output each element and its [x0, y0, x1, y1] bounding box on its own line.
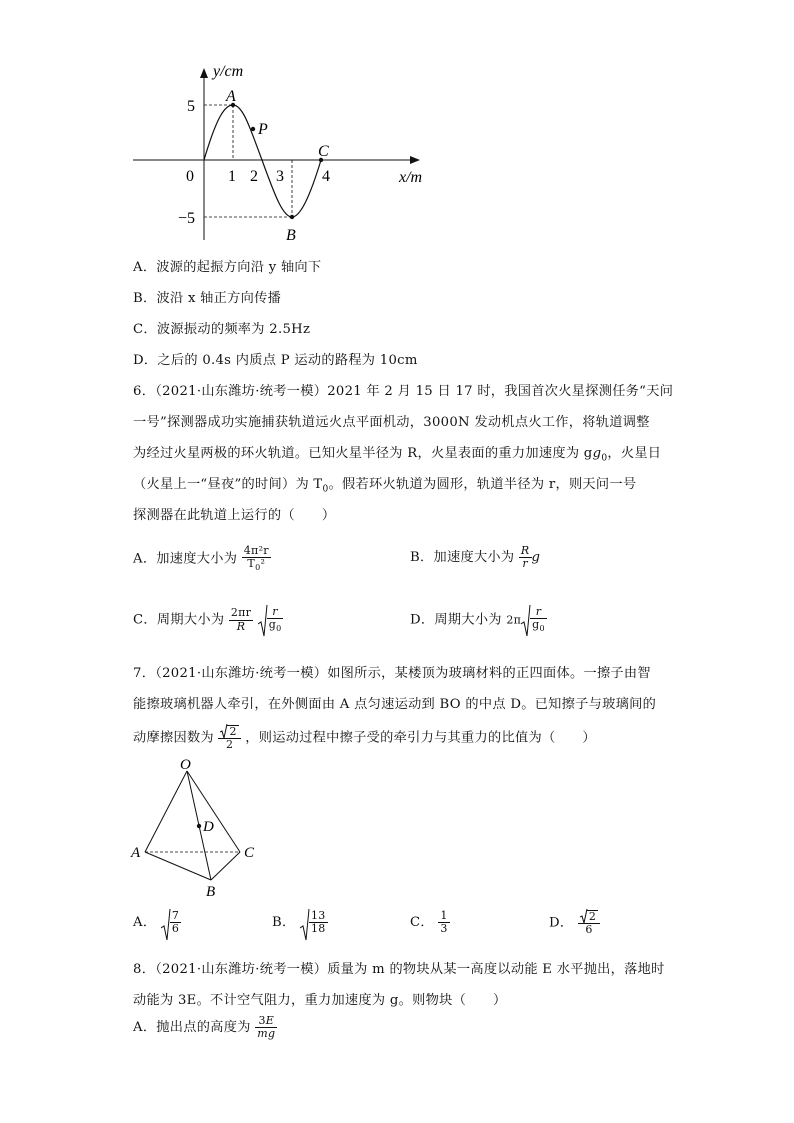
y-axis-arrow: [200, 68, 208, 78]
q8-formula-a: $\frac{3E}{mg}$: [257, 1014, 276, 1041]
q6-line-5: 探测器在此轨道上运行的（ ）: [133, 508, 336, 523]
q7-option-c[interactable]: C． $\frac{1}{3}$: [410, 909, 448, 936]
q7-line-1: 7．（2021·山东潍坊·统考一模）如图所示，某楼顶为玻璃材料的正四面体。一擦子由智: [133, 666, 651, 681]
label-a: A: [131, 845, 141, 861]
label-o: O: [180, 757, 191, 773]
y-tick-neg5: −5: [178, 210, 196, 227]
q6-option-b[interactable]: B．加速度大小为 $\frac{R}{r}$ g: [410, 544, 541, 571]
label-p: P: [258, 121, 268, 138]
label-c: C: [318, 143, 329, 160]
q7-option-d[interactable]: D． $\frac{2}{6}$: [549, 910, 600, 936]
q6-formula-c: $\frac{2\pi r}{R}$: [230, 606, 252, 633]
label-c: C: [244, 845, 255, 861]
q6-line-3: 为经过火星两极的环火轨道。已知火星半径为 R，火星表面的重力加速度为 $gg_0$，火星日: [133, 446, 662, 464]
q5-option-c[interactable]: C．波源振动的频率为 2.5Hz: [133, 322, 311, 337]
x-tick-4: 4: [322, 168, 330, 185]
point-b: [290, 215, 294, 219]
q6-line-4: （火星上一“昼夜”的时间）为 $T_0$。假若环火轨道为圆形，轨道半径为 r，则天问一号: [133, 477, 637, 495]
point-d: [197, 824, 201, 828]
tetrahedron-figure: [128, 757, 268, 902]
label-d: D: [203, 819, 214, 835]
q6-line-2: 一号”探测器成功实施捕获轨道远火点平面机动，3000N 发动机点火工作，将轨道调整: [133, 415, 650, 430]
q8-line-1: 8．（2021·山东潍坊·统考一模）质量为 m 的物块从某一高度以动能 E 水平抛出，落地时: [133, 962, 665, 977]
q5-option-d[interactable]: D．之后的 0.4s 内质点 P 运动的路程为 10cm: [133, 353, 418, 368]
point-p: [251, 127, 255, 131]
x-axis-arrow: [410, 156, 420, 164]
x-tick-3: 3: [276, 168, 284, 185]
q7-line-2: 能擦玻璃机器人牵引，在外侧面由 A 点匀速运动到 BO 的中点 D。已知擦子与玻璃间的: [133, 697, 657, 712]
x-axis-label: x/m: [399, 169, 423, 186]
q6-option-a[interactable]: A．加速度大小为 $\frac{\text{4π²r}}{T_0^2}$: [133, 544, 269, 573]
x-tick-2: 2: [250, 168, 258, 185]
q6-formula-b: $\frac{R}{r}$: [520, 544, 530, 571]
q7-option-b[interactable]: B． $\frac{13}{18}$: [272, 910, 328, 935]
x-tick-1: 1: [228, 168, 236, 185]
label-b: B: [286, 227, 296, 244]
q6-option-c[interactable]: C．周期大小为 $\frac{2\pi r}{R}$ $\frac{r}{g_0}$: [133, 606, 283, 634]
q6-line-1: 6．（2021·山东潍坊·统考一模）2021 年 2 月 15 日 17 时，我国首次火星探测任务“天问: [133, 384, 674, 399]
y-axis-label: y/cm: [213, 63, 244, 80]
y-tick-5: 5: [187, 98, 195, 115]
origin-label: 0: [186, 168, 194, 185]
q5-option-b[interactable]: B．波沿 x 轴正方向传播: [133, 291, 282, 306]
label-b: B: [206, 884, 216, 900]
q7-line-3: 动摩擦因数为 $\frac{2}{2}$ ，则运动过程中擦子受的牵引力与其重力的比值为（ ）: [133, 725, 596, 752]
q6-formula-a: $\frac{\text{4π²r}}{T_0^2}$: [243, 544, 269, 573]
q8-option-a[interactable]: A．抛出点的高度为 $\frac{3E}{mg}$: [133, 1014, 276, 1041]
q7-option-a[interactable]: A． $\frac{7}{6}$: [133, 910, 181, 935]
q8-line-2: 动能为 3E。不计空气阻力，重力加速度为 g。则物块（ ）: [133, 993, 507, 1008]
q5-option-a[interactable]: A．波源的起振方向沿 y 轴向下: [133, 260, 322, 275]
q6-option-d[interactable]: D．周期大小为 2π $\frac{r}{g_0}$: [410, 606, 547, 634]
wave-graph: [125, 58, 445, 248]
label-a: A: [226, 88, 236, 105]
